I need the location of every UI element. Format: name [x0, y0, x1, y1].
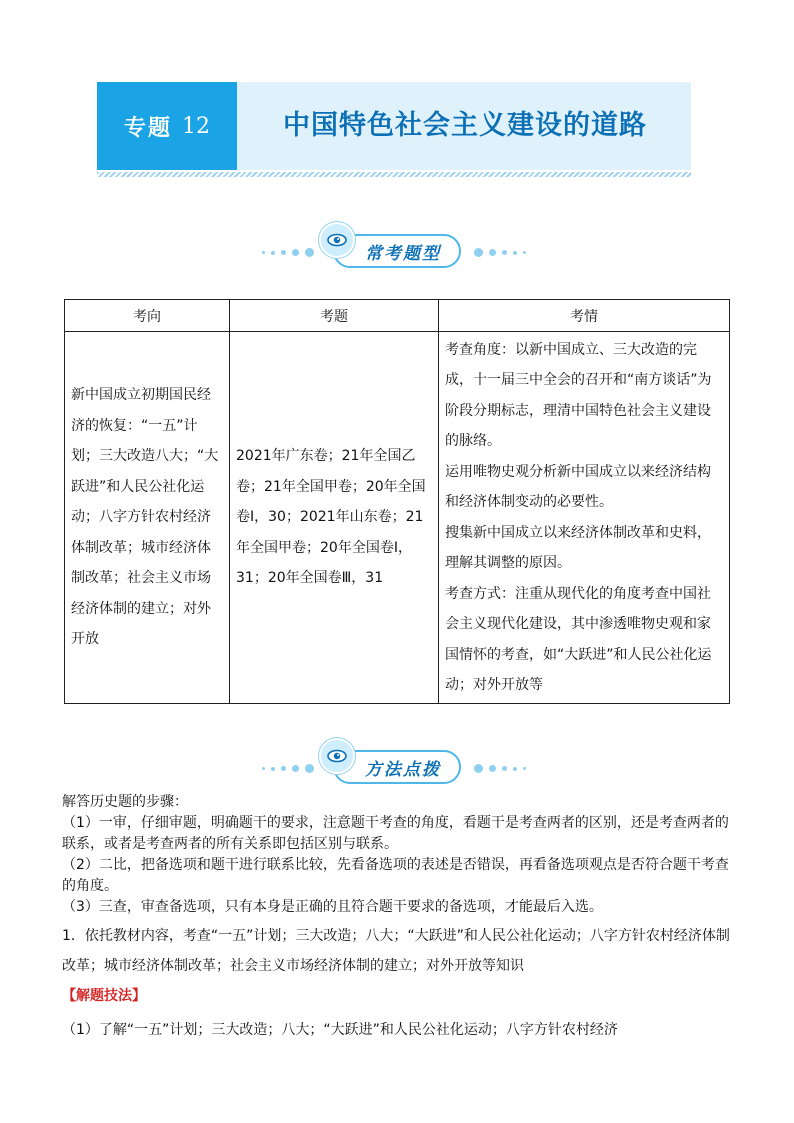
banner-dots-left: [262, 248, 314, 257]
table-header-direction: 考向: [65, 300, 230, 332]
table-row: [65, 332, 730, 704]
page-title: 中国特色社会主义建设的道路: [283, 110, 647, 141]
situation-materialism: 运用唯物史观分析新中国成立以来经济结构和经济体制变动的必要性。: [445, 463, 711, 510]
method-intro: 解答历史题的步骤：: [62, 794, 188, 810]
topic-label: 专题: [123, 114, 172, 141]
table-header-row: [65, 300, 730, 332]
eye-icon: [319, 222, 355, 258]
knowledge-points: [62, 921, 734, 1045]
method-step-3: （3）三查，审查备选项，只有本身是正确的且符合题干要求的备选项，才能最后入选。: [62, 899, 603, 915]
section-banner-common-types: [0, 228, 794, 274]
skill-point-1: （1）了解“一五”计划；三大改造；八大；“大跃进”和人民公社化运动；八字方针农村经济: [62, 1022, 618, 1038]
method-step-1: （1）一审，仔细审题，明确题干的要求，注意题干考查的角度，看题干是考查两者的区别，还是考查两者的联系，或者是考查两者的所有关系即包括区别与联系。: [62, 815, 729, 852]
table-header-situation: 考情: [439, 300, 730, 332]
header-divider: [97, 172, 691, 177]
cell-situation: [439, 332, 730, 704]
knowledge-point-1: 1．依托教材内容，考查“一五”计划；三大改造；八大；“大跃进”和人民公社化运动；八字方针农村经济体制改革；城市经济体制改革；社会主义市场经济体制的建立；对外开放等知识: [62, 928, 730, 974]
banner-dots-left: [262, 764, 314, 773]
banner-dots-right: [474, 764, 526, 773]
section-banner-method-tips: [0, 744, 794, 790]
questions-text: 2021年广东卷；21年全国乙卷；21年全国甲卷；20年全国卷Ⅰ，30；2021年山东卷；21年全国甲卷；20年全国卷Ⅰ，31；20年全国卷Ⅲ，31: [236, 448, 426, 587]
topic-number: 12: [182, 113, 210, 139]
topic-number-box: [97, 82, 237, 170]
eye-icon: [319, 738, 355, 774]
topic-header: [97, 82, 691, 170]
section-label: 方法点拨: [365, 759, 441, 780]
section-label: 常考题型: [365, 243, 441, 264]
skill-heading: 【解题技法】: [62, 988, 146, 1004]
method-step-2: （2）二比，把备选项和题干进行联系比较，先看备选项的表述是否错误，再看备选项观点是否符合题干考查的角度。: [62, 857, 729, 894]
direction-text: 新中国成立初期国民经济的恢复：“一五”计划；三大改造八大；“大跃进”和人民公社化运动；八字方针农村经济体制改革；城市经济体制改革；社会主义市场经济体制的建立；对外开放: [71, 387, 219, 648]
method-steps: [62, 792, 734, 918]
banner-dots-right: [474, 248, 526, 257]
situation-sources: 搜集新中国成立以来经济体制改革和史料，理解其调整的原因。: [445, 524, 711, 571]
situation-angle: 考查角度：以新中国成立、三大改造的完成，十一届三中全会的召开和“南方谈话”为阶段分期标志，理清中国特色社会主义建设的脉络。: [445, 341, 712, 449]
situation-method: 考查方式：注重从现代化的角度考查中国社会主义现代化建设，其中渗透唯物史观和家国情怀的考查，如“大跃进”和人民公社化运动；对外开放等: [445, 585, 712, 693]
cell-questions: [230, 332, 439, 704]
cell-direction: [65, 332, 230, 704]
exam-analysis-table: [64, 299, 730, 704]
table-header-questions: 考题: [230, 300, 439, 332]
